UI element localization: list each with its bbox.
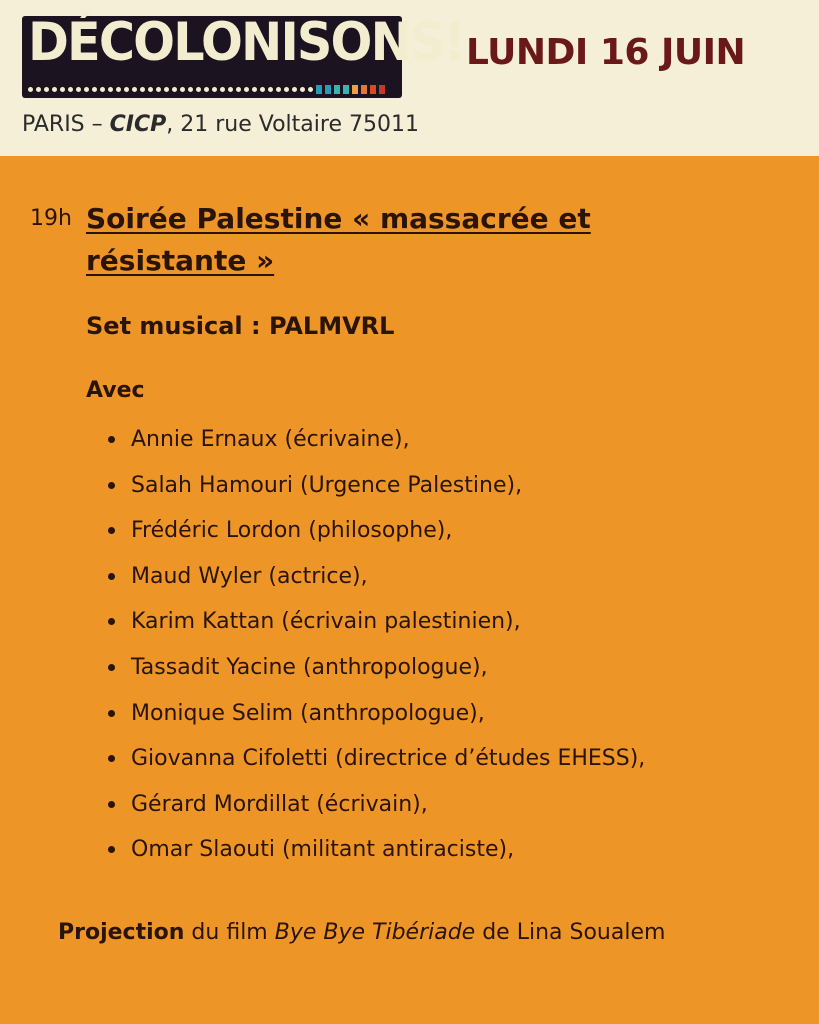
logo-dot [76, 87, 81, 92]
logo-dot [228, 87, 233, 92]
bullet-icon [108, 482, 115, 489]
guest-item [108, 420, 645, 466]
location-city: PARIS [22, 112, 85, 137]
logo-text: DÉCOLONISONS! [28, 12, 465, 73]
logo-dot [116, 87, 121, 92]
logo-dot [156, 87, 161, 92]
logo-dot [100, 87, 105, 92]
logo-dot [84, 87, 89, 92]
guest-list [108, 420, 645, 876]
guest-item [108, 557, 645, 603]
logo-dot [260, 87, 265, 92]
bullet-icon [108, 801, 115, 808]
film-title: Bye Bye Tibériade [274, 920, 476, 945]
bullet-icon [108, 710, 115, 717]
event-time: 19h [30, 206, 72, 231]
logo-dot [68, 87, 73, 92]
bullet-icon [108, 755, 115, 762]
bullet-icon [108, 527, 115, 534]
logo-dot [44, 87, 49, 92]
logo-dot [220, 87, 225, 92]
bullet-icon [108, 618, 115, 625]
header-band [0, 0, 819, 156]
guest-text: Frédéric Lordon (philosophe), [131, 518, 453, 544]
guest-text: Gérard Mordillat (écrivain), [131, 791, 428, 817]
guest-text: Karim Kattan (écrivain palestinien), [131, 609, 521, 635]
logo-dot [188, 87, 193, 92]
event-location [22, 112, 419, 137]
logo-color-bar [316, 85, 322, 94]
logo-dot [60, 87, 65, 92]
logo-color-bar [334, 85, 340, 94]
event-date: LUNDI 16 JUIN [466, 32, 746, 73]
logo-dot [36, 87, 41, 92]
logo-dot [28, 87, 33, 92]
logo-dot [92, 87, 97, 92]
guest-item [108, 648, 645, 694]
logo-dot [164, 87, 169, 92]
projection-text-before: du film [184, 920, 275, 945]
bullet-icon [108, 664, 115, 671]
logo-color-bar [343, 85, 349, 94]
bullet-icon [108, 436, 115, 443]
decolonisons-logo [22, 12, 465, 98]
guest-text: Salah Hamouri (Urgence Palestine), [131, 472, 523, 498]
logo-color-bar [352, 85, 358, 94]
logo-dot [172, 87, 177, 92]
location-address: , 21 rue Voltaire 75011 [166, 112, 419, 137]
guest-item [108, 602, 645, 648]
logo-dot [180, 87, 185, 92]
logo-dot [268, 87, 273, 92]
guest-text: Tassadit Yacine (anthropologue), [131, 654, 488, 680]
guest-text: Monique Selim (anthropologue), [131, 700, 485, 726]
logo-dot [252, 87, 257, 92]
logo-color-bar [325, 85, 331, 94]
logo-dot [276, 87, 281, 92]
logo-dot [236, 87, 241, 92]
guest-text: Annie Ernaux (écrivaine), [131, 427, 410, 452]
location-venue: CICP [109, 112, 167, 137]
logo-dot [196, 87, 201, 92]
logo-dot [244, 87, 249, 92]
guest-text: Maud Wyler (actrice), [131, 563, 368, 589]
guests-heading: Avec [86, 378, 145, 403]
logo-decorative-strip [28, 84, 398, 94]
guest-text: Omar Slaouti (militant antiraciste), [131, 837, 515, 863]
logo-dot [148, 87, 153, 92]
logo-dot [140, 87, 145, 92]
logo-dot [124, 87, 129, 92]
guest-item [108, 511, 645, 557]
set-musical: Set musical : PALMVRL [86, 312, 395, 340]
logo-dot [284, 87, 289, 92]
projection-label: Projection [58, 920, 185, 945]
logo-color-bar [379, 85, 385, 94]
projection-text-after: de Lina Soualem [475, 920, 666, 945]
guest-item [108, 830, 645, 876]
logo-color-bar [361, 85, 367, 94]
guest-item [108, 739, 645, 785]
bullet-icon [108, 846, 115, 853]
location-separator: – [84, 112, 110, 137]
guest-item [108, 694, 645, 740]
logo-dot [132, 87, 137, 92]
event-title: Soirée Palestine « massacrée et résistante » [86, 202, 591, 277]
logo-dot [308, 87, 313, 92]
logo-dot [204, 87, 209, 92]
logo-dot [212, 87, 217, 92]
logo-dot [292, 87, 297, 92]
film-projection [58, 920, 665, 945]
logo-color-bar [370, 85, 376, 94]
guest-item [108, 785, 645, 831]
guest-text: Giovanna Cifoletti (directrice d’études EHESS), [131, 746, 646, 772]
logo-dot [300, 87, 305, 92]
guest-item [108, 466, 645, 512]
logo-dot [108, 87, 113, 92]
logo-dot [52, 87, 57, 92]
bullet-icon [108, 573, 115, 580]
